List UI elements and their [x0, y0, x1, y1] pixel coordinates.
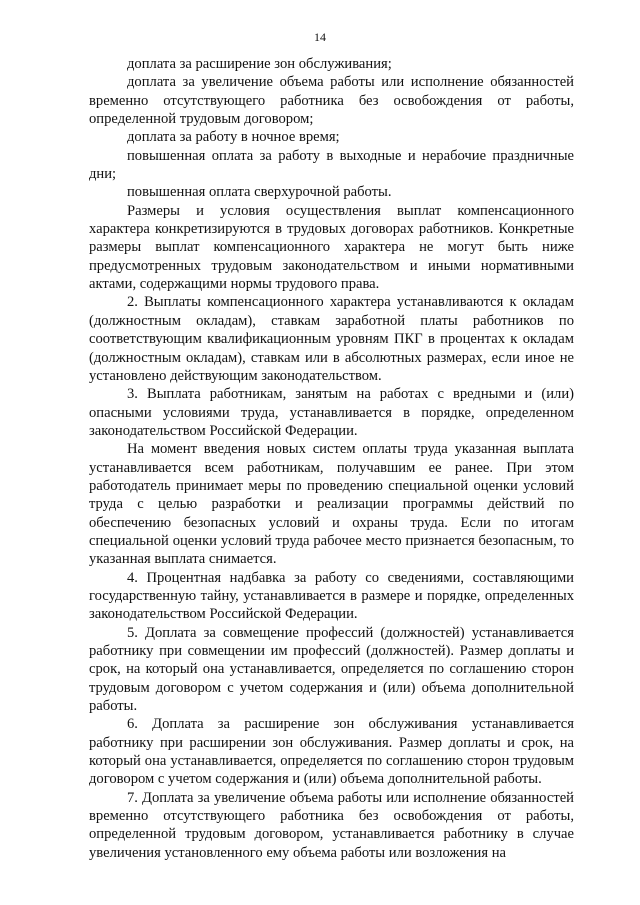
- paragraph: повышенная оплата за работу в выходные и нерабочие праздничные дни;: [89, 147, 574, 183]
- paragraph: 5. Доплата за совмещение профессий (должностей) устанавливается работнику при совмещении им профессий (должностей). Размер доплаты и срок, на который она устанавливается, определяется по соглашению сторон трудовым договором с учетом содержания и (или) объема дополнительной работы.: [89, 624, 574, 715]
- paragraph: доплата за расширение зон обслуживания;: [127, 56, 392, 72]
- paragraph: 2. Выплаты компенсационного характера устанавливаются к окладам (должностным окладам), ставкам заработной платы работников по соответствующим квалификационным уровням ПКГ в процентах к окладам (должностным окладам), ставкам или в абсолютных размерах, если иное не установлено действующим законодательством.: [89, 294, 574, 384]
- document-body: [89, 55, 574, 862]
- paragraph: доплата за работу в ночное время;: [127, 129, 340, 146]
- paragraph: 4. Процентная надбавка за работу со сведениями, составляющими государственную тайну, устанавливается в размере и порядке, определенных законодательством Российской Федерации.: [89, 569, 574, 623]
- page-number: 14: [314, 30, 326, 44]
- paragraph: доплата за увеличение объема работы или исполнение обязанностей временно отсутствующего работника без освобождения от работы, определенной трудовым договором;: [89, 74, 574, 128]
- paragraph: повышенная оплата сверхурочной работы.: [127, 184, 392, 201]
- paragraph: 3. Выплата работникам, занятым на работах с вредными и (или) опасными условиями труда, устанавливается в порядке, определенном законодательством Российской Федерации.: [89, 386, 574, 439]
- paragraph: Размеры и условия осуществления выплат компенсационного характера конкретизируются в трудовых договорах работников. Конкретные размеры выплат компенсационного характера не могут быть ниже предусмотренных трудовым законодательством и иными нормативными актами, содержащими нормы трудового права.: [89, 202, 574, 293]
- paragraph: 6. Доплата за расширение зон обслуживания устанавливается работнику при расширении зон обслуживания. Размер доплаты и срок, на который она устанавливается, определяется по соглашению сторон трудовым договором с учетом содержания и (или) объема дополнительной работы.: [89, 716, 574, 788]
- paragraph: На момент введения новых систем оплаты труда указанная выплата устанавливается всем работникам, получавшим ее ранее. При этом работодатель принимает меры по проведению специальной оценки условий труда с целью разработки и реализации программы действий по обеспечению безопасных условий и охраны труда. Если по итогам специальной оценки условий труда рабочее место признается безопасным, то указанная выплата снимается.: [89, 441, 574, 568]
- paragraph: 7. Доплата за увеличение объема работы или исполнение обязанностей временно отсутствующего работника без освобождения от работы, определенной трудовым договором, устанавливается работнику в случае увеличения установленного ему объема работы или возложения на: [89, 789, 574, 861]
